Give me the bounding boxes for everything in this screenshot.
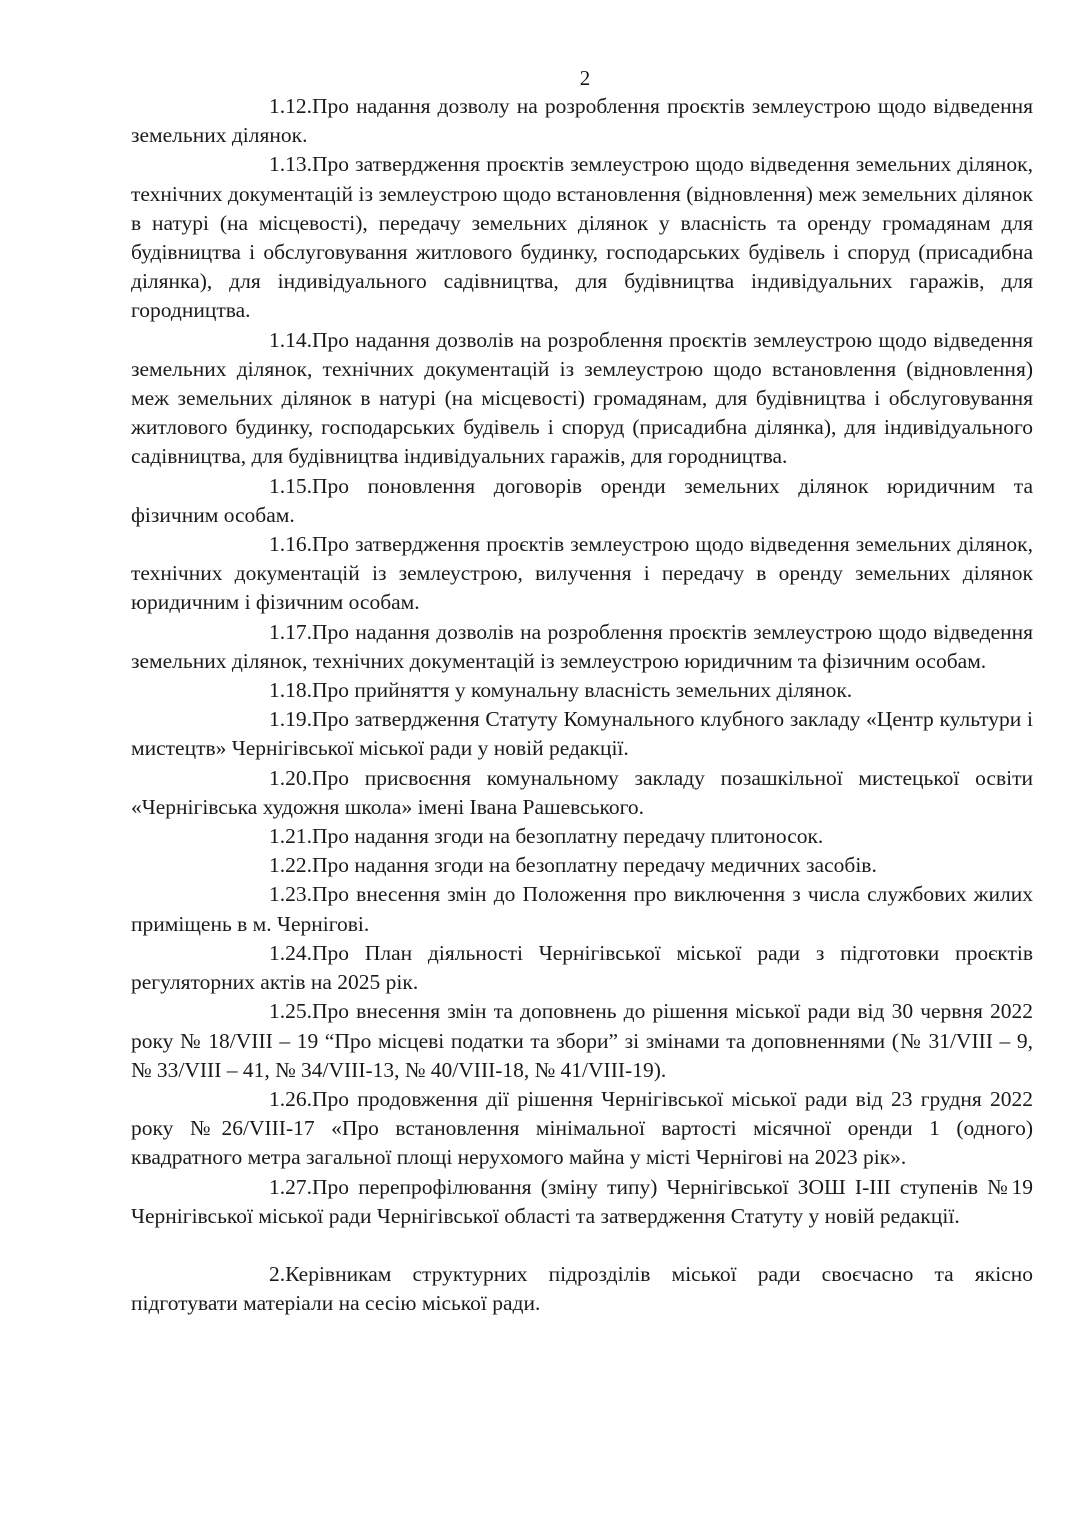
item-text: Про внесення змін до Положення про виключення з числа службових жилих приміщень в м. Чернігові. xyxy=(131,882,1033,936)
agenda-item-1-13 xyxy=(131,150,1033,325)
item-number: 1.17. xyxy=(269,619,312,644)
agenda-item-1-17 xyxy=(131,618,1033,676)
item-text: Про перепрофілювання (зміну типу) Чернігівської ЗОШ І-ІІІ ступенів №19 Чернігівської міської ради Чернігівської області та затвердження Статуту у новій редакції. xyxy=(131,1174,1033,1228)
item-text: Керівникам структурних підрозділів міської ради своєчасно та якісно підготувати матеріали на сесію міської ради. xyxy=(131,1261,1033,1316)
agenda-item-1-12 xyxy=(131,92,1033,150)
item-text: Про План діяльності Чернігівської міської ради з підготовки проєктів регуляторних актів на 2025 рік. xyxy=(131,940,1033,995)
agenda-item-1-24 xyxy=(131,939,1033,997)
item-text: Про присвоєння комунальному закладу позашкільної мистецької освіти «Чернігівська художня школа» імені Івана Рашевського. xyxy=(131,765,1033,819)
agenda-item-1-21 xyxy=(131,822,1033,851)
item-number: 1.18. xyxy=(269,678,312,703)
agenda-item-1-25 xyxy=(131,997,1033,1085)
agenda-item-1-27 xyxy=(131,1173,1033,1231)
item-number: 1.19. xyxy=(269,707,312,732)
item-text: Про надання дозволів на розроблення проєктів землеустрою щодо відведення земельних ділянок, технічних документацій із землеустрою щодо встановлення (відновлення) меж земельних ділянок в натурі (на місцевості) громадянам, для будівництва і обслуговування житлового будинку, господарських будівель і споруд (присадибна ділянка), для індивідуального садівництва, для будівництва індивідуальних гаражів, для городництва. xyxy=(131,327,1033,469)
item-text: Про поновлення договорів оренди земельних ділянок юридичним та фізичним особам. xyxy=(131,473,1033,527)
item-number: 1.22. xyxy=(269,853,312,878)
item-number: 1.13. xyxy=(269,152,312,177)
item-text: Про надання дозволу на розроблення проєктів землеустрою щодо відведення земельних ділянок. xyxy=(131,94,1033,148)
agenda-item-1-15 xyxy=(131,472,1033,530)
item-number: 1.15. xyxy=(269,473,312,498)
item-number: 1.27. xyxy=(269,1174,312,1199)
item-number: 1.12. xyxy=(269,94,312,118)
item-number: 1.23. xyxy=(269,882,312,907)
item-text: Про внесення змін та доповнень до рішення міської ради від 30 червня 2022 року № 18/VIII – 19 “Про місцеві податки та збори” зі змінами та доповненнями (№ 31/VIII – 9, № 33/VIII – 41, № 34/VIII-13, № 40/VIII-18, № 41/VIII-19). xyxy=(131,999,1033,1082)
item-text: Про надання згоди на безоплатну передачу медичних засобів. xyxy=(312,853,877,878)
agenda-item-1-20 xyxy=(131,764,1033,822)
item-number: 1.20. xyxy=(269,765,312,790)
item-text: Про затвердження проєктів землеустрою щодо відведення земельних ділянок, технічних документацій із землеустрою щодо встановлення (відновлення) меж земельних ділянок в натурі (на місцевості), передачу земельних ділянок у власність та оренду громадянам для будівництва і обслуговування житлового будинку, господарських будівель і споруд (присадибна ділянка), для індивідуального садівництва, для будівництва індивідуальних гаражів, для городництва. xyxy=(131,152,1033,323)
agenda-item-1-16 xyxy=(131,530,1033,618)
final-instruction xyxy=(131,1260,1033,1318)
item-text: Про затвердження Статуту Комунального клубного закладу «Центр культури і мистецтв» Чернігівської міської ради у новій редакції. xyxy=(131,707,1033,761)
item-text: Про прийняття у комунальну власність земельних ділянок. xyxy=(312,678,853,703)
agenda-item-1-23 xyxy=(131,880,1033,938)
item-number: 2. xyxy=(269,1261,286,1286)
agenda-item-1-18 xyxy=(131,676,1033,705)
agenda-item-1-19 xyxy=(131,705,1033,763)
item-text: Про надання згоди на безоплатну передачу плитоносок. xyxy=(312,824,824,849)
item-text: Про продовження дії рішення Чернігівської міської ради від 23 грудня 2022 року №26/VIII-17 «Про встановлення мінімальної вартості місячної оренди 1 (одного) квадратного метра загальної площі нерухомого майна у місті Чернігові на 2023 рік». xyxy=(131,1086,1033,1170)
item-number: 1.14. xyxy=(269,327,312,352)
item-number: 1.16. xyxy=(269,532,312,557)
document-body xyxy=(131,92,1033,1318)
item-text: Про надання дозволів на розроблення проєктів землеустрою щодо відведення земельних ділянок, технічних документацій із землеустрою юридичним та фізичним особам. xyxy=(131,619,1033,673)
page-number: 2 xyxy=(579,66,591,90)
item-text: Про затвердження проєктів землеустрою щодо відведення земельних ділянок, технічних документацій із землеустрою, вилучення і передачу в оренду земельних ділянок юридичним і фізичним особам. xyxy=(131,532,1033,615)
item-number: 1.25. xyxy=(269,999,312,1024)
item-number: 1.21. xyxy=(269,824,312,849)
agenda-item-1-22 xyxy=(131,851,1033,880)
agenda-item-1-14 xyxy=(131,326,1033,472)
item-number: 1.26. xyxy=(269,1086,312,1111)
item-number: 1.24. xyxy=(269,940,312,965)
agenda-item-1-26 xyxy=(131,1085,1033,1173)
